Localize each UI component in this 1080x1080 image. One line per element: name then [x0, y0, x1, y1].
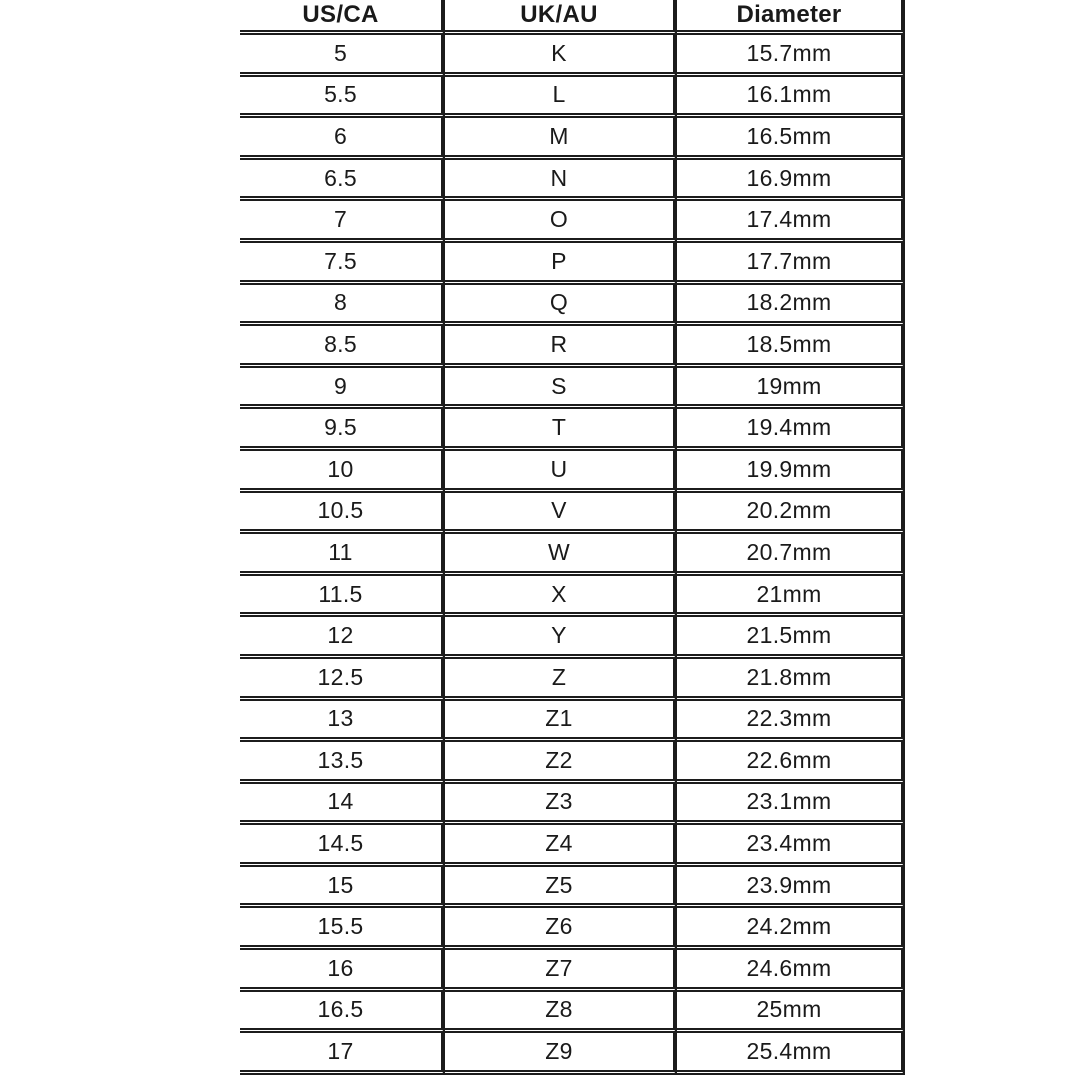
diameter-cell: 25mm — [677, 992, 905, 1034]
us-ca-cell: 6.5 — [240, 160, 445, 202]
diameter-cell: 15.7mm — [677, 35, 905, 77]
header-row — [240, 0, 905, 35]
table-row — [240, 908, 905, 950]
diameter-cell: 22.6mm — [677, 742, 905, 784]
us-ca-cell: 7.5 — [240, 243, 445, 285]
diameter-cell: 23.1mm — [677, 784, 905, 826]
table-row — [240, 368, 905, 410]
table-row — [240, 784, 905, 826]
us-ca-cell: 17 — [240, 1033, 445, 1075]
table-row — [240, 285, 905, 327]
uk-au-cell: T — [445, 409, 677, 451]
table-row — [240, 742, 905, 784]
us-ca-cell: 10 — [240, 451, 445, 493]
uk-au-cell: Z6 — [445, 908, 677, 950]
table-row — [240, 1033, 905, 1075]
diameter-cell: 18.2mm — [677, 285, 905, 327]
diameter-cell: 21.5mm — [677, 617, 905, 659]
us-ca-cell: 12.5 — [240, 659, 445, 701]
us-ca-cell: 9.5 — [240, 409, 445, 451]
us-ca-cell: 12 — [240, 617, 445, 659]
us-ca-cell: 13 — [240, 701, 445, 743]
uk-au-cell: X — [445, 576, 677, 618]
diameter-cell: 22.3mm — [677, 701, 905, 743]
diameter-cell: 19.4mm — [677, 409, 905, 451]
us-ca-cell: 16.5 — [240, 992, 445, 1034]
us-ca-cell: 9 — [240, 368, 445, 410]
uk-au-cell: U — [445, 451, 677, 493]
header-uk-au: UK/AU — [445, 0, 677, 35]
us-ca-cell: 15 — [240, 867, 445, 909]
table-row — [240, 617, 905, 659]
diameter-cell: 17.4mm — [677, 201, 905, 243]
uk-au-cell: Y — [445, 617, 677, 659]
diameter-cell: 25.4mm — [677, 1033, 905, 1075]
us-ca-cell: 14.5 — [240, 825, 445, 867]
table-row — [240, 659, 905, 701]
uk-au-cell: Q — [445, 285, 677, 327]
table-row — [240, 867, 905, 909]
diameter-cell: 16.1mm — [677, 77, 905, 119]
uk-au-cell: P — [445, 243, 677, 285]
us-ca-cell: 7 — [240, 201, 445, 243]
uk-au-cell: V — [445, 493, 677, 535]
ring-size-chart — [240, 0, 905, 1075]
uk-au-cell: N — [445, 160, 677, 202]
table-row — [240, 992, 905, 1034]
us-ca-cell: 5 — [240, 35, 445, 77]
uk-au-cell: Z2 — [445, 742, 677, 784]
uk-au-cell: K — [445, 35, 677, 77]
diameter-cell: 23.9mm — [677, 867, 905, 909]
uk-au-cell: S — [445, 368, 677, 410]
table-row — [240, 160, 905, 202]
us-ca-cell: 16 — [240, 950, 445, 992]
table-row — [240, 201, 905, 243]
uk-au-cell: Z9 — [445, 1033, 677, 1075]
uk-au-cell: Z8 — [445, 992, 677, 1034]
us-ca-cell: 8 — [240, 285, 445, 327]
table-row — [240, 409, 905, 451]
us-ca-cell: 11 — [240, 534, 445, 576]
diameter-cell: 24.2mm — [677, 908, 905, 950]
diameter-cell: 21mm — [677, 576, 905, 618]
header-us-ca: US/CA — [240, 0, 445, 35]
us-ca-cell: 5.5 — [240, 77, 445, 119]
diameter-cell: 16.5mm — [677, 118, 905, 160]
uk-au-cell: Z7 — [445, 950, 677, 992]
uk-au-cell: M — [445, 118, 677, 160]
table-row — [240, 950, 905, 992]
table-body — [240, 35, 905, 1075]
uk-au-cell: O — [445, 201, 677, 243]
uk-au-cell: Z3 — [445, 784, 677, 826]
diameter-cell: 24.6mm — [677, 950, 905, 992]
uk-au-cell: Z1 — [445, 701, 677, 743]
us-ca-cell: 8.5 — [240, 326, 445, 368]
diameter-cell: 16.9mm — [677, 160, 905, 202]
table-row — [240, 35, 905, 77]
diameter-cell: 21.8mm — [677, 659, 905, 701]
us-ca-cell: 10.5 — [240, 493, 445, 535]
table-row — [240, 118, 905, 160]
table-row — [240, 493, 905, 535]
diameter-cell: 18.5mm — [677, 326, 905, 368]
table-row — [240, 243, 905, 285]
table-row — [240, 77, 905, 119]
diameter-cell: 17.7mm — [677, 243, 905, 285]
uk-au-cell: Z5 — [445, 867, 677, 909]
uk-au-cell: Z — [445, 659, 677, 701]
diameter-cell: 19mm — [677, 368, 905, 410]
uk-au-cell: L — [445, 77, 677, 119]
us-ca-cell: 14 — [240, 784, 445, 826]
uk-au-cell: R — [445, 326, 677, 368]
uk-au-cell: W — [445, 534, 677, 576]
us-ca-cell: 6 — [240, 118, 445, 160]
table-row — [240, 825, 905, 867]
uk-au-cell: Z4 — [445, 825, 677, 867]
table-row — [240, 451, 905, 493]
us-ca-cell: 15.5 — [240, 908, 445, 950]
header-diameter: Diameter — [677, 0, 905, 35]
us-ca-cell: 13.5 — [240, 742, 445, 784]
diameter-cell: 23.4mm — [677, 825, 905, 867]
table-row — [240, 701, 905, 743]
diameter-cell: 20.7mm — [677, 534, 905, 576]
diameter-cell: 19.9mm — [677, 451, 905, 493]
table-row — [240, 534, 905, 576]
us-ca-cell: 11.5 — [240, 576, 445, 618]
table-row — [240, 576, 905, 618]
table-row — [240, 326, 905, 368]
diameter-cell: 20.2mm — [677, 493, 905, 535]
